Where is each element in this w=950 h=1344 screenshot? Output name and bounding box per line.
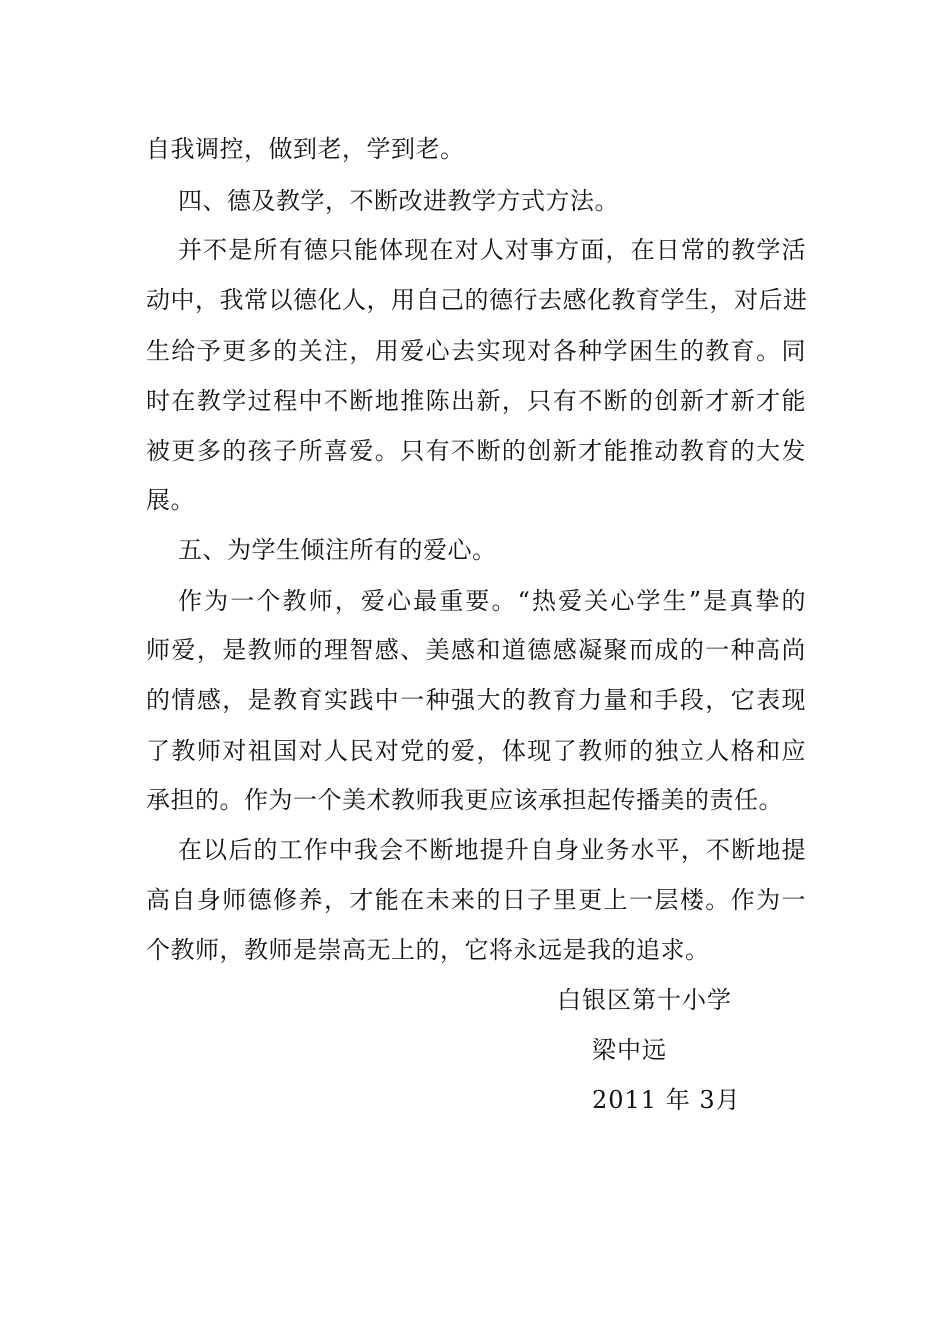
paragraph-line: 并不是所有德只能体现在对人对事方面，在日常的教学活 xyxy=(178,236,806,264)
paragraph-line: 在以后的工作中我会不断地提升自身业务水平，不断地提 xyxy=(178,836,806,864)
paragraph-line: 了教师对祖国对人民对党的爱，体现了教师的独立人格和应 xyxy=(146,737,806,765)
signature-date: 2011 年 3月 xyxy=(592,1086,741,1114)
paragraph-line: 高自身师德修养，才能在未来的日子里更上一层楼。作为一 xyxy=(146,886,806,914)
paragraph-line: 动中，我常以德化人，用自己的德行去感化教育学生，对后进 xyxy=(146,286,808,314)
paragraph-line: 个教师，教师是崇高无上的，它将永远是我的追求。 xyxy=(146,936,710,964)
paragraph-line: 作为一个教师，爱心最重要。“热爱关心学生”是真挚的 xyxy=(178,587,806,615)
paragraph-line: 自我调控，做到老，学到老。 xyxy=(146,135,465,163)
paragraph-line: 的情感，是教育实践中一种强大的教育力量和手段，它表现 xyxy=(146,686,806,714)
signature-school: 白银区第十小学 xyxy=(557,986,732,1014)
paragraph-line: 时在教学过程中不断地推陈出新，只有不断的创新才新才能 xyxy=(146,387,806,415)
paragraph-line: 展。 xyxy=(146,486,195,514)
paragraph-line: 生给予更多的关注，用爱心去实现对各种学困生的教育。同 xyxy=(146,337,806,365)
section-heading: 五、为学生倾注所有的爱心。 xyxy=(178,536,497,564)
paragraph-line: 承担的。作为一个美术教师我更应该承担起传播美的责任。 xyxy=(146,786,783,814)
paragraph-line: 师爱，是教师的理智感、美感和道德感凝聚而成的一种高尚 xyxy=(146,636,806,664)
section-heading: 四、德及教学，不断改进教学方式方法。 xyxy=(178,187,619,215)
signature-name: 梁中远 xyxy=(592,1036,667,1064)
paragraph-line: 被更多的孩子所喜爱。只有不断的创新才能推动教育的大发 xyxy=(146,437,806,465)
